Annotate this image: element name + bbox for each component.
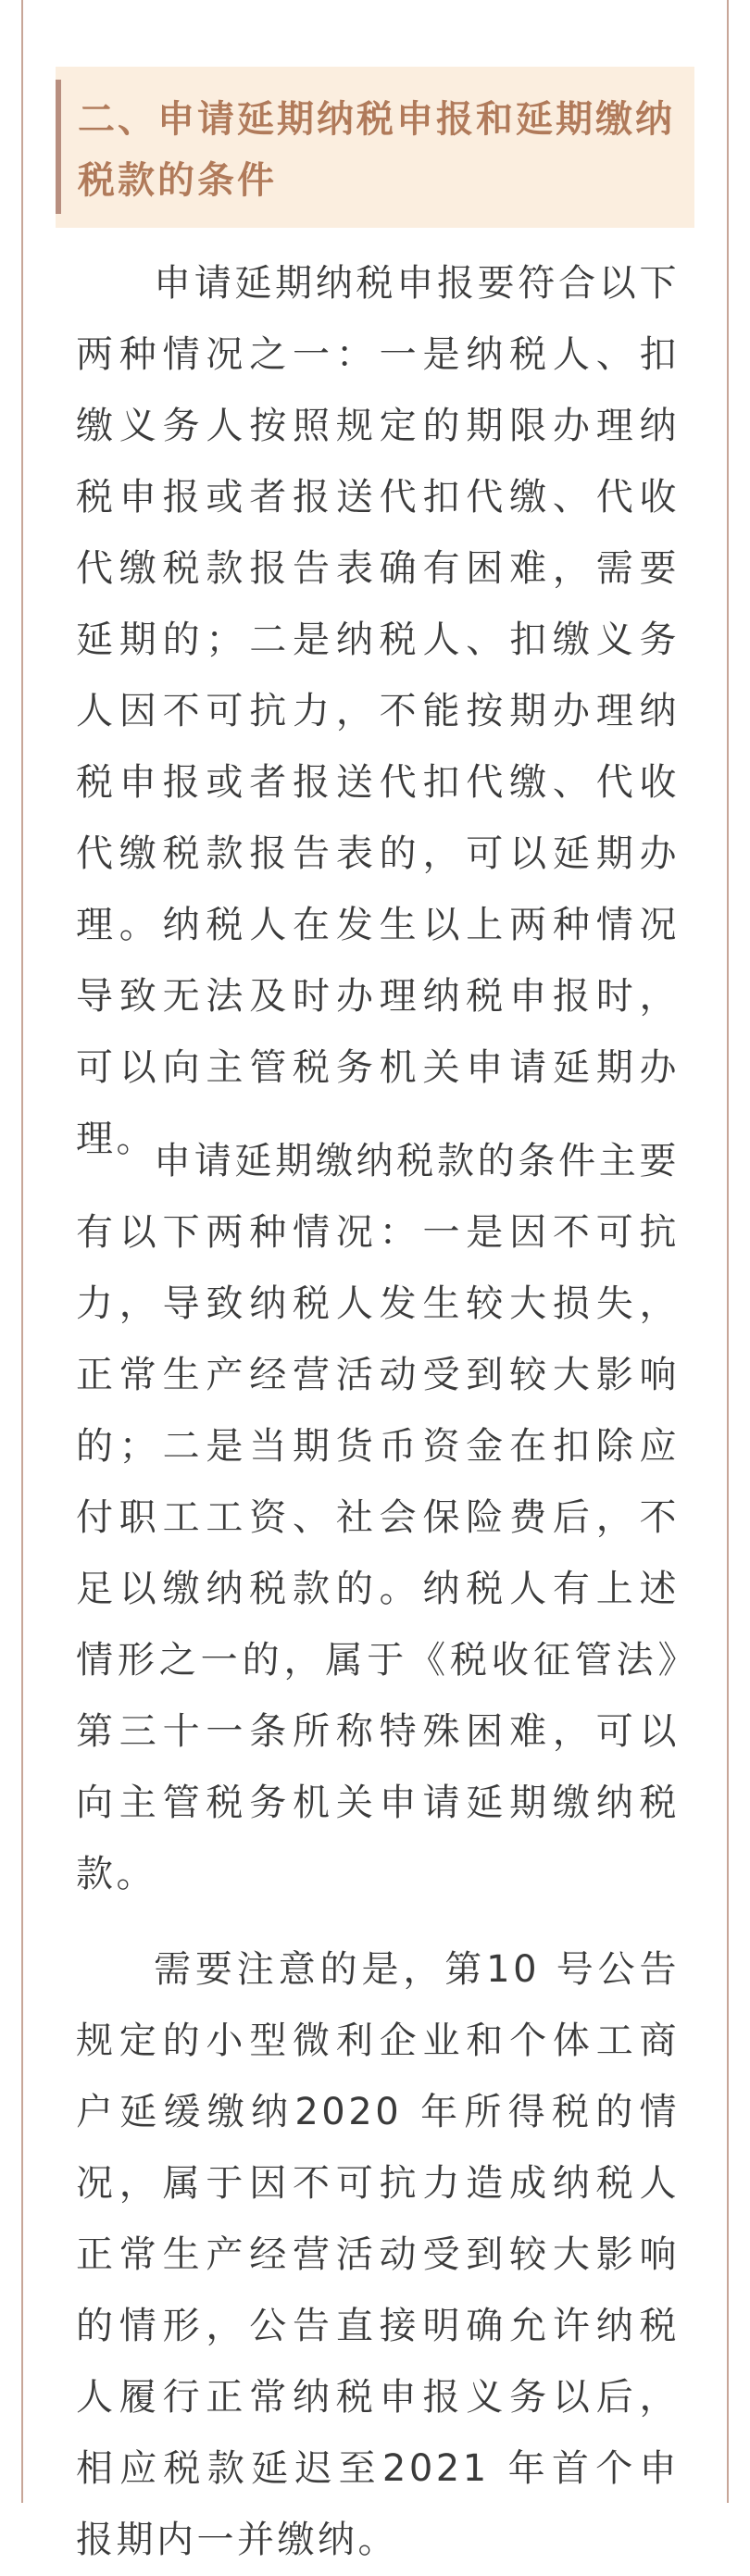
paragraph-deferred-filing: 申请延期纳税申报要符合以下两种情况之一：一是纳税人、扣缴义务人按照规定的期限办理纳税申报或者报送代扣代缴、代收代缴税款报告表确有困难，需要延期的；二是纳税人、扣缴义务人因不可抗力，不能按期办理纳税申报或者报送代扣代缴、代收代缴税款报告表的，可以延期办理。纳税人在发生以上两种情况导致无法及时办理纳税申报时，可以向主管税务机关申请延期办理。	[76, 262, 680, 1160]
section-heading: 二、申请延期纳税申报和延期缴纳税款的条件	[78, 98, 675, 202]
paragraph-deferred-payment: 申请延期缴纳税款的条件主要有以下两种情况：一是因不可抗力，导致纳税人发生较大损失，正常生产经营活动受到较大影响的；二是当期货币资金在扣除应付职工工资、社会保险费后，不足以缴纳税款的。纳税人有上述情形之一的，属于《税收征管法》第三十一条所称特殊困难，可以向主管税务机关申请延期缴纳税款。	[76, 1140, 680, 1895]
left-border-line	[21, 0, 23, 2503]
section-heading-accent-bar	[56, 80, 61, 214]
right-border-line	[727, 0, 729, 2503]
paragraph-note: 需要注意的是，第10 号公告规定的小型微利企业和个体工商户延缓缴纳2020 年所得税的情况，属于因不可抗力造成纳税人正常生产经营活动受到较大影响的情形，公告直接明确允许纳税人履行正常纳税申报义务以后，相应税款延迟至2021 年首个申报期内一并缴纳。	[76, 1948, 680, 2561]
